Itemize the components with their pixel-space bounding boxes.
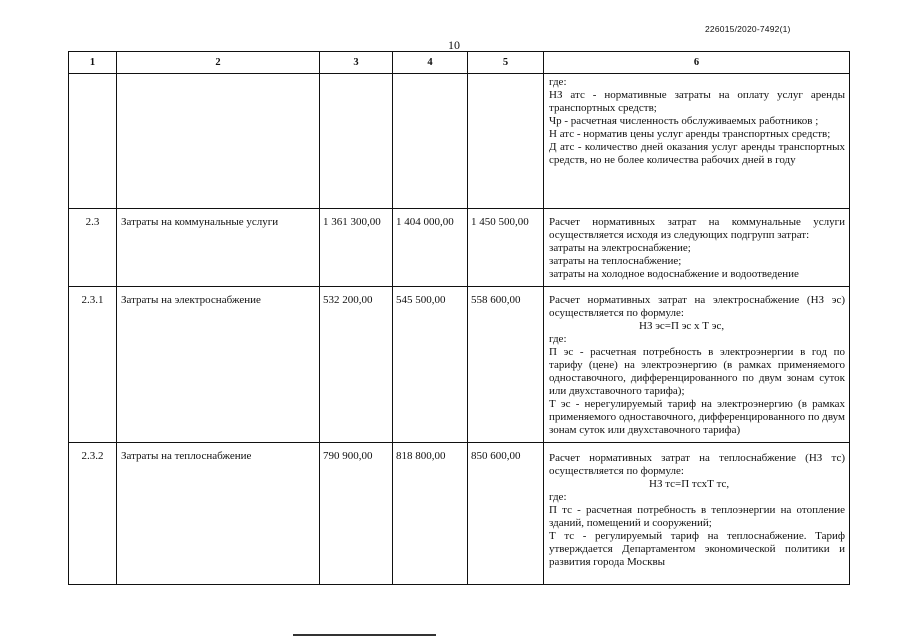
value-col5: 850 600,00 xyxy=(468,443,544,585)
table-row xyxy=(69,74,850,209)
value-col4: 1 404 000,00 xyxy=(393,209,468,287)
value-col3: 1 361 300,00 xyxy=(320,209,393,287)
desc-line: П эс - расчетная потребность в электроэнергии в год по тарифу (цене) на электроэнергию (в рамках применяемого одноставочного, дифференцированного по двум зонам суток или двухставочного тарифа); xyxy=(549,346,845,397)
desc-line: Расчет нормативных затрат на теплоснабжение (НЗ тс) осуществляется по формуле: xyxy=(549,452,845,477)
value-col4: 545 500,00 xyxy=(393,287,468,443)
row-number: 2.3 xyxy=(69,209,117,287)
desc-line: НЗ атс - нормативные затраты на оплату услуг аренды транспортных средств; xyxy=(549,89,845,114)
desc-line: Д атс - количество дней оказания услуг аренды транспортных средств, но не более количества рабочих дней в году xyxy=(549,141,845,166)
cost-item-name: Затраты на теплоснабжение xyxy=(117,443,320,585)
desc-line: Расчет нормативных затрат на коммунальные услуги осуществляется исходя из следующих подгрупп затрат: xyxy=(549,216,845,241)
desc-line: Т эс - нерегулируемый тариф на электроэнергию (в рамках применяемого одноставочного, дифференцированного по двум зонам суток или двухставочного тарифа) xyxy=(549,398,845,436)
table-row xyxy=(69,443,850,585)
table-row xyxy=(69,287,850,443)
row-number: 2.3.1 xyxy=(69,287,117,443)
row-number xyxy=(69,74,117,209)
desc-line: Чр - расчетная численность обслуживаемых работников ; xyxy=(549,115,819,127)
value-col4 xyxy=(393,74,468,209)
desc-line: П тс - расчетная потребность в теплоэнергии на отопление зданий, помещений и сооружений; xyxy=(549,504,845,529)
row-number: 2.3.2 xyxy=(69,443,117,585)
document-number: 226015/2020-7492(1) xyxy=(705,24,791,34)
desc-line: затраты на холодное водоснабжение и водоотведение xyxy=(549,268,799,280)
footer-divider xyxy=(293,634,436,636)
desc-line: где: xyxy=(549,333,567,345)
formula: НЗ эс=П эс х Т эс, xyxy=(639,320,725,332)
calculation-description xyxy=(544,443,850,585)
table-header-row xyxy=(69,52,850,74)
formula: НЗ тс=П тсхТ тс, xyxy=(649,478,730,490)
desc-line: Расчет нормативных затрат на электроснабжение (НЗ эс) осуществляется по формуле: xyxy=(549,294,845,319)
value-col5: 1 450 500,00 xyxy=(468,209,544,287)
desc-line: затраты на теплоснабжение; xyxy=(549,255,682,267)
desc-line: где: xyxy=(549,491,567,503)
value-col3 xyxy=(320,74,393,209)
cost-item-name: Затраты на электроснабжение xyxy=(117,287,320,443)
value-col3: 532 200,00 xyxy=(320,287,393,443)
value-col5 xyxy=(468,74,544,209)
cost-item-name xyxy=(117,74,320,209)
desc-line: Т тс - регулируемый тариф на теплоснабжение. Тариф утверждается Департаментом экономической политики и развития города Москвы xyxy=(549,530,845,568)
desc-line: где: xyxy=(549,76,567,88)
cost-table xyxy=(68,51,850,585)
column-header: 3 xyxy=(320,52,393,74)
column-header: 2 xyxy=(117,52,320,74)
calculation-description xyxy=(544,209,850,287)
column-header: 6 xyxy=(544,52,850,74)
desc-line: Н атс - норматив цены услуг аренды транспортных средств; xyxy=(549,128,831,140)
table-row xyxy=(69,209,850,287)
column-header: 4 xyxy=(393,52,468,74)
desc-line: затраты на электроснабжение; xyxy=(549,242,691,254)
calculation-description xyxy=(544,287,850,443)
column-header: 5 xyxy=(468,52,544,74)
calculation-description xyxy=(544,74,850,209)
value-col3: 790 900,00 xyxy=(320,443,393,585)
value-col5: 558 600,00 xyxy=(468,287,544,443)
column-header: 1 xyxy=(69,52,117,74)
cost-item-name: Затраты на коммунальные услуги xyxy=(117,209,320,287)
page-number: 10 xyxy=(448,38,460,52)
value-col4: 818 800,00 xyxy=(393,443,468,585)
